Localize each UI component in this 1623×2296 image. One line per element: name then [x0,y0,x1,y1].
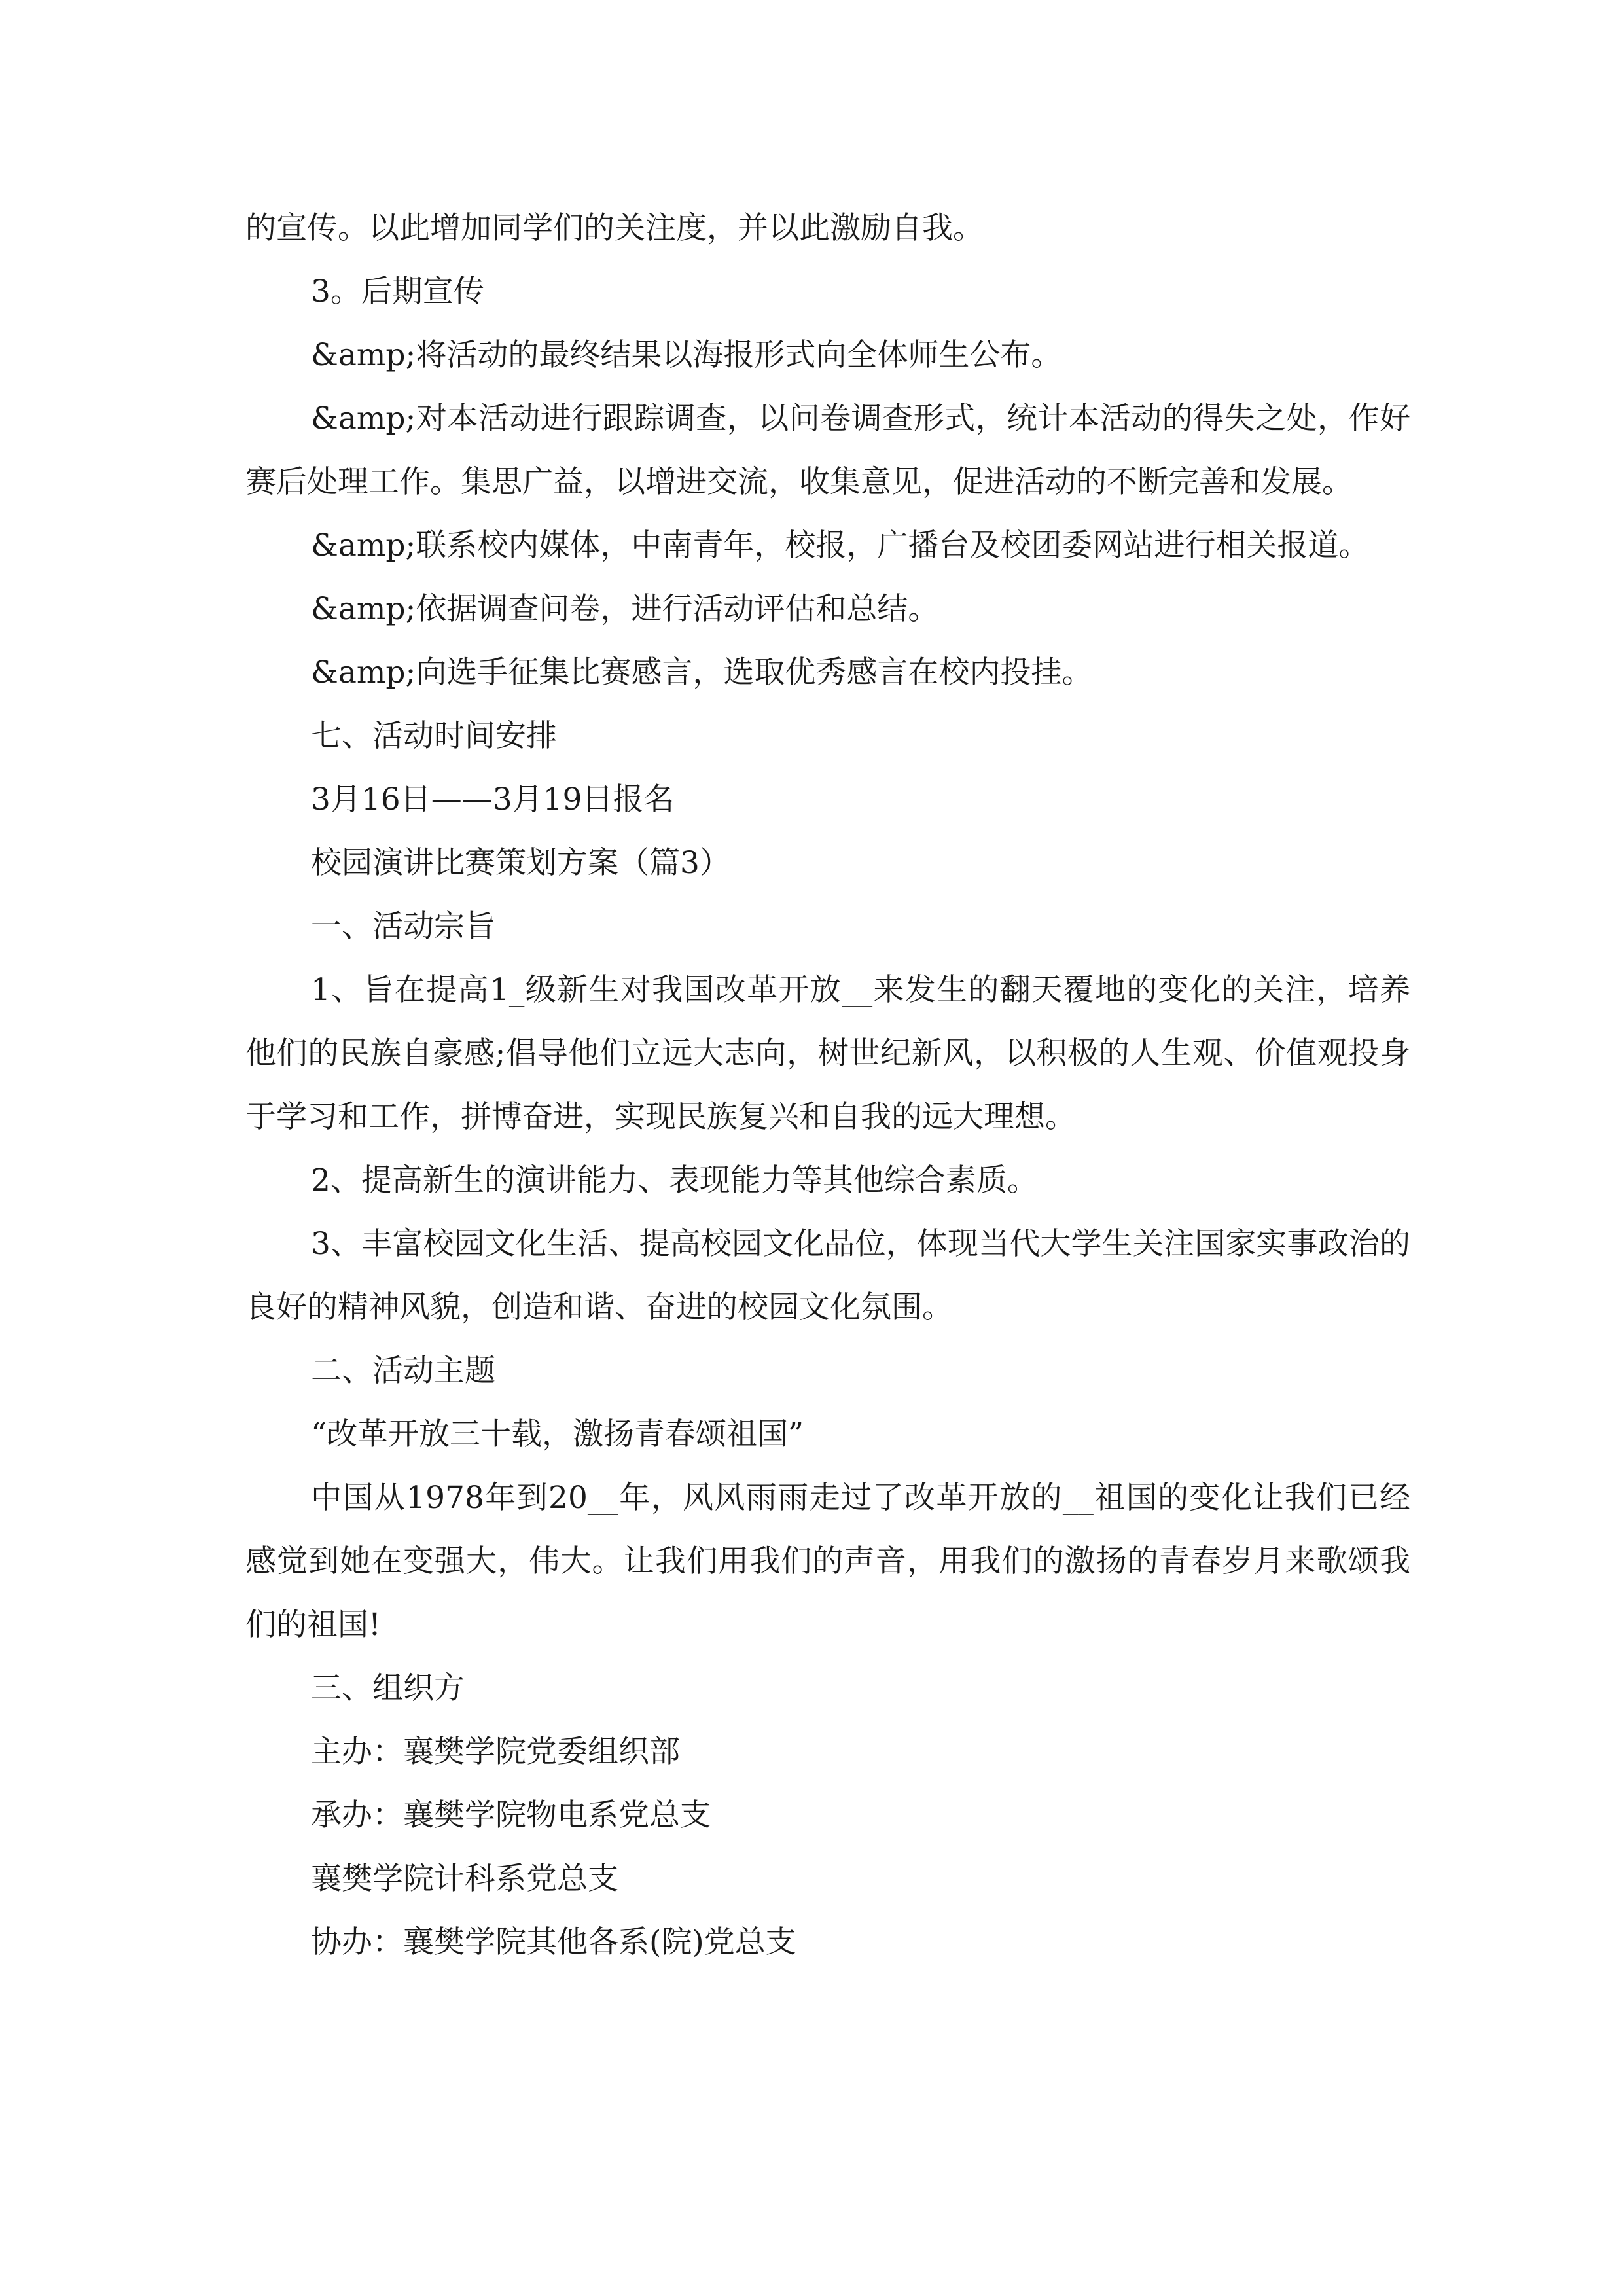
heading-later-publicity: 3。后期宣传 [311,274,484,310]
paragraph-co-organizer: 协办：襄樊学院其他各系(院)党总支 [311,1924,796,1960]
paragraph-theme-slogan: “改革开放三十载，激扬青春颂祖国” [311,1416,804,1452]
paragraph-poster-announcement: &amp;将活动的最终结果以海报形式向全体师生公布。 [311,337,1062,373]
heading-organizers: 三、组织方 [311,1670,465,1706]
paragraph-organizer-2: 襄樊学院计科系党总支 [311,1861,618,1897]
paragraph-theme-description: 中国从1978年到20__年，风风雨雨走过了改革开放的__祖国的变化让我们已经感觉到她在变强大，伟大。让我们用我们的声音，用我们的激扬的青春岁月来歌颂我们的祖国! [245,1480,1410,1643]
heading-purpose: 一、活动宗旨 [311,908,495,944]
paragraph-host: 主办：襄樊学院党委组织部 [311,1734,680,1770]
document-body [245,196,1410,1974]
heading-schedule: 七、活动时间安排 [311,718,557,754]
paragraph-publicity-continuation: 的宣传。以此增加同学们的关注度，并以此激励自我。 [245,210,984,246]
paragraph-purpose-2: 2、提高新生的演讲能力、表现能力等其他综合素质。 [311,1162,1038,1198]
paragraph-follow-up-survey: &amp;对本活动进行跟踪调查，以问卷调查形式，统计本活动的得失之处，作好赛后处理工作。集思广益，以增进交流，收集意见，促进活动的不断完善和发展。 [245,401,1410,500]
paragraph-purpose-3: 3、丰富校园文化生活、提高校园文化品位，体现当代大学生关注国家实事政治的良好的精神风貌，创造和谐、奋进的校园文化氛围。 [245,1226,1410,1325]
paragraph-media-contact: &amp;联系校内媒体，中南青年，校报，广播台及校团委网站进行相关报道。 [311,528,1370,564]
paragraph-registration-dates: 3月16日——3月19日报名 [311,781,675,817]
paragraph-evaluation: &amp;依据调查问卷，进行活动评估和总结。 [311,591,939,627]
paragraph-purpose-1: 1、旨在提高1_级新生对我国改革开放__来发生的翻天覆地的变化的关注，培养他们的民族自豪感;倡导他们立远大志向，树世纪新风，以积极的人生观、价值观投身于学习和工作，拼博奋进，实现民族复兴和自我的远大理想。 [245,972,1410,1135]
paragraph-organizer: 承办：襄樊学院物电系党总支 [311,1797,711,1833]
heading-plan-3: 校园演讲比赛策划方案（篇3） [311,845,730,881]
paragraph-contestant-remarks: &amp;向选手征集比赛感言，选取优秀感言在校内投挂。 [311,655,1093,691]
heading-theme: 二、活动主题 [311,1353,495,1389]
